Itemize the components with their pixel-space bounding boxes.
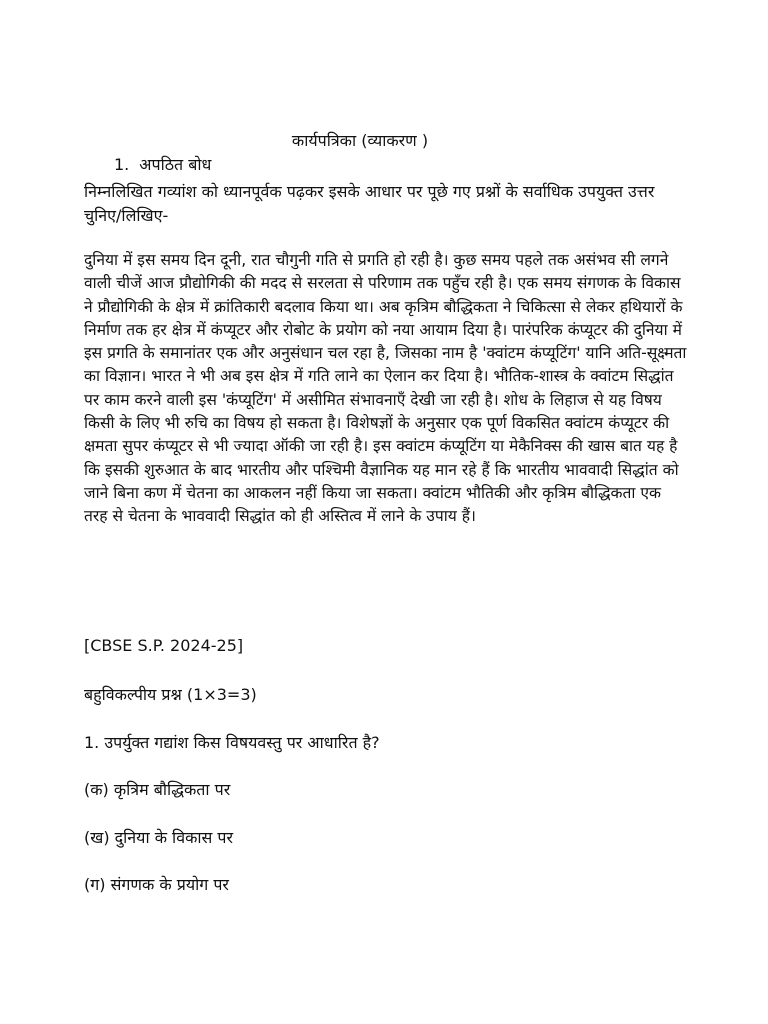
passage-text: दुनिया में इस समय दिन दूनी, रात चौगुनी गति से प्रगति हो रही है। कुछ समय पहले तक असंभव सी लगने वाली चीजें आज प्रौद्योगिकी की मदद से सरलता से परिणाम तक पहुँच रही है। एक समय संगणक के विकास ने प्रौद्योगिकी के क्षेत्र में क्रांतिकारी बदलाव किया था। अब कृत्रिम बौद्धिकता ने चिकित्सा से लेकर हथियारों के निर्माण तक हर क्षेत्र में कंप्यूटर और रोबोट के प्रयोग को नया आयाम दिया है। पारंपरिक कंप्यूटर की दुनिया में इस प्रगति के समानांतर एक और अनुसंधान चल रहा है, जिसका नाम है 'क्वांटम कंप्यूटिंग' यानि अति-सूक्ष्मता का विज्ञान। भारत ने भी अब इस क्षेत्र में गति लाने का ऐलान कर दिया है। भौतिक-शास्त्र के क्वांटम सिद्धांत पर काम करने वाली इस 'कंप्यूटिंग' में असीमित संभावनाएँ देखी जा रही है। शोध के लिहाज से यह विषय किसी के लिए भी रुचि का विषय हो सकता है। विशेषज्ञों के अनुसार एक पूर्ण विकसित क्वांटम कंप्यूटर की क्षमता सुपर कंप्यूटर से भी ज्यादा ऑकी जा रही है। इस क्वांटम कंप्यूटिंग या मेकैनिक्स की खास बात यह है कि इसकी शुरुआत के बाद भारतीय और पश्चिमी वैज्ञानिक यह मान रहे हैं कि भारतीय भाववादी सिद्धांत को जाने बिना कण में चेतना का आकलन नहीं किया जा सकता। क्वांटम भौतिकी और कृत्रिम बौद्धिकता एक तरह से चेतना के भाववादी सिद्धांत को ही अस्तित्व में लाने के उपाय हैं। <box>84 251 687 526</box>
section-heading <box>114 154 211 176</box>
section-number: 1. <box>114 155 130 174</box>
mcq-heading: बहुविकल्पीय प्रश्न (1×3=3) <box>84 685 257 704</box>
passage <box>84 249 688 529</box>
option-kha: (ख) दुनिया के विकास पर <box>84 828 234 847</box>
question-1: 1. उपर्युक्त गद्यांश किस विषयवस्तु पर आधारित है? <box>84 733 380 752</box>
section-title: अपठित बोध <box>139 155 212 174</box>
option-ga: (ग) संगणक के प्रयोग पर <box>84 875 229 894</box>
instruction-text: निम्नलिखित गव्यांश को ध्यानपूर्वक पढ़कर इसके आधार पर पूछे गए प्रश्नों के सर्वाधिक उपयुक्त उत्तर चुनिए/लिखिए- <box>84 182 655 225</box>
option-ka: (क) कृत्रिम बौद्धिकता पर <box>84 780 231 799</box>
worksheet-title: कार्यपत्रिका (व्याकरण ) <box>291 131 429 150</box>
source-citation: [CBSE S.P. 2024-25] <box>84 636 244 655</box>
